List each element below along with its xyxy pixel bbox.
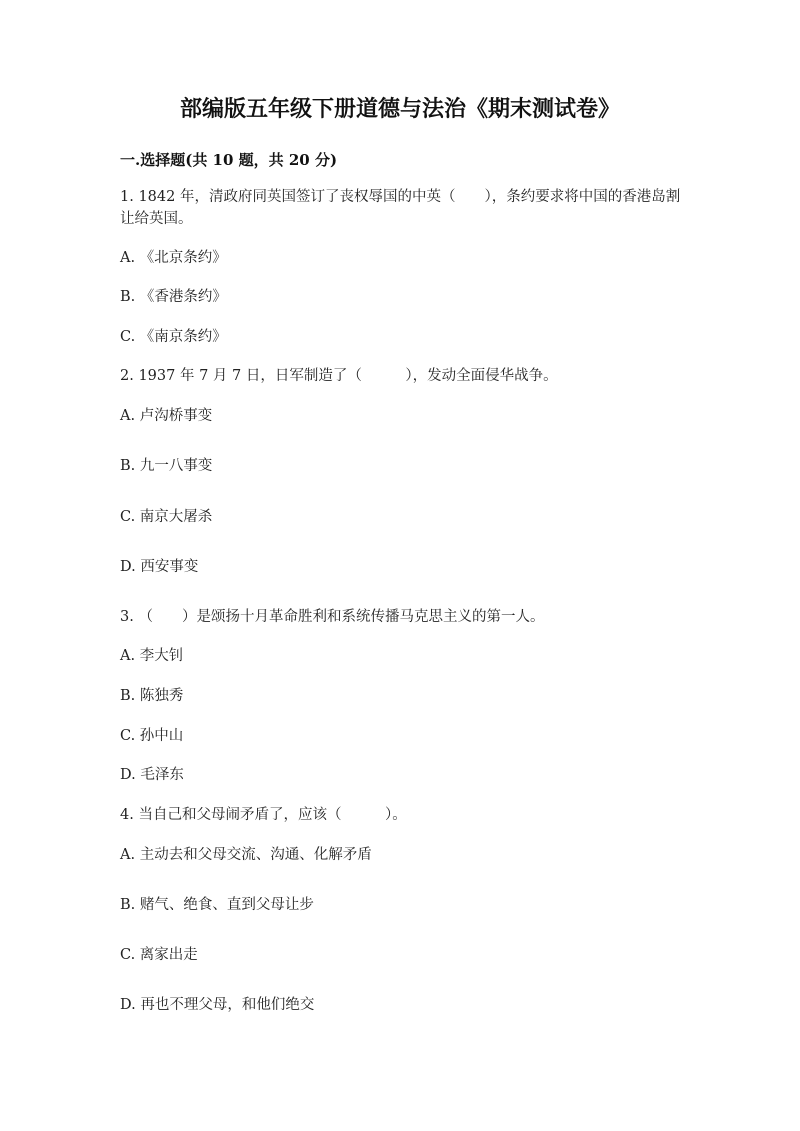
question-4-option-a: A. 主动去和父母交流、沟通、化解矛盾: [120, 847, 372, 863]
question-4-option-d: D. 再也不理父母，和他们绝交: [120, 997, 315, 1013]
question-3-stem: 3. （ ）是颂扬十月革命胜利和系统传播马克思主义的第一人。: [120, 609, 545, 625]
question-2-option-a: A. 卢沟桥事变: [120, 408, 213, 424]
question-2-stem: 2. 1937 年 7 月 7 日，日军制造了（ ），发动全面侵华战争。: [120, 368, 558, 384]
question-1-option-a: A. 《北京条约》: [120, 250, 227, 266]
page-title: 部编版五年级下册道德与法治《期末测试卷》: [179, 96, 620, 122]
question-4-option-c: C. 离家出走: [120, 947, 198, 963]
question-3-option-a: A. 李大钊: [120, 648, 184, 664]
question-3-option-d: D. 毛泽东: [120, 767, 184, 783]
question-3-option-b: B. 陈独秀: [120, 688, 184, 704]
section-title: 一.选择题(共 10 题，共 20 分): [120, 151, 338, 169]
question-1-option-c: C. 《南京条约》: [120, 329, 227, 345]
question-2-option-c: C. 南京大屠杀: [120, 509, 213, 525]
question-4-stem: 4. 当自己和父母闹矛盾了，应该（ ）。: [120, 807, 407, 823]
question-1-stem: 1. 1842 年，清政府同英国签订了丧权辱国的中英（ ），条约要求将中国的香港岛割让给英国。: [120, 189, 681, 227]
question-2-option-d: D. 西安事变: [120, 559, 199, 575]
question-1-option-b: B. 《香港条约》: [120, 289, 227, 305]
question-4-option-b: B. 赌气、绝食、直到父母让步: [120, 897, 314, 913]
question-2-option-b: B. 九一八事变: [120, 458, 213, 474]
question-3-option-c: C. 孙中山: [120, 728, 184, 744]
